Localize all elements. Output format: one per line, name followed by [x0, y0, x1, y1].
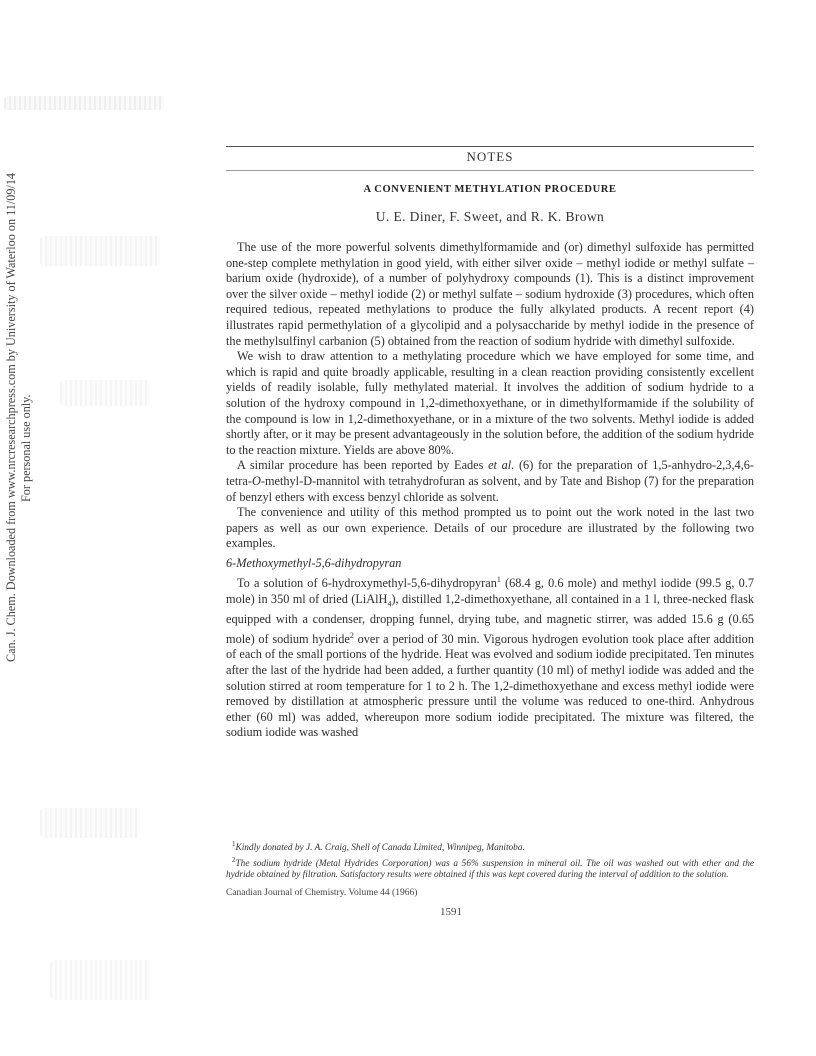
scan-artifact — [4, 96, 164, 110]
footnote-1: $^1$Kindly donated by J. A. Craig, Shell of Canada Limited, Winnipeg, Manitoba. — [232, 840, 525, 854]
paragraph-example-1: To a solution of 6-hydroxymethyl-5,6-dihydropyran$^1$ (68.4 g, 0.6 mole) and methyl iodide (99.5 g, 0.7 mole) in 350 ml of dried (LiAlH$_4$), distilled 1,2-dimethoxyethane, all contained in a 1 l, three-necked flask equipped with a condenser, dropping funnel, drying tube, and magnetic stirrer, was added 15.6 g (0.65 mole) of sodium hydride$^2$ over a period of 30 min. Vigorous hydrogen evolution took place after addition of each of the small portions of the hydride. Heat was evolved and sodium iodide precipitated. Ten minutes after the last of the hydride had been added, a further quantity (10 ml) of methyl iodide was added and the solution stirred at room temperature for 1 to 2 h. The 1,2-dimethoxyethane and excess methyl iodide were removed by distillation at atmospheric pressure until the volume was reduced to one-third. Anhydrous ether (60 ml) was added, whereupon more sodium iodide precipitated. The mixture was filtered, the sodium iodide was washed — [226, 575, 754, 740]
paragraph-intro: The use of the more powerful solvents dimethylformamide and (or) dimethyl sulfoxide has permitted one-step complete methylation in good yield, with either silver oxide – methyl iodide or methyl sulfate – barium oxide (hydroxide), of a number of polyhydroxy compounds (1). This is a distinct improvement over the silver oxide – methyl iodide (2) or methyl sulfate – sodium hydroxide (3) procedures, which often required tedious, repeated methylations to produce the fully alkylated products. A recent report (4) illustrates rapid permethylation of a glycolipid and a polysaccharide by methyl iodide in the presence of the methylsulfinyl carbanion (5) obtained from the reaction of sodium hydride with dimethyl sulfoxide. — [226, 240, 754, 348]
paragraph-prior-work: A similar procedure has been reported by Eades et al. (6) for the preparation of 1,5-anhydro-2,3,4,6-tetra-O-methyl-D-mannitol with tetrahydrofuran as solvent, and by Tate and Bishop (7) for the preparation of benzyl ethers with excess benzyl chloride as solvent. — [226, 458, 754, 504]
paragraph-examples: The convenience and utility of this method prompted us to point out the work noted in the last two papers as well as our own experience. Details of our procedure are illustrated by the following two examples. — [226, 505, 754, 551]
journal-citation: Canadian Journal of Chemistry. Volume 44 (1966) — [226, 888, 418, 898]
watermark-line-source: Can. J. Chem. Downloaded from www.nrcresearchpress.com by University of Waterloo on 11/09/14 — [4, 172, 18, 662]
header-rule-top — [226, 146, 754, 147]
scan-artifact — [50, 960, 150, 1000]
example-heading: 6-Methoxymethyl-5,6-dihydropyran — [226, 555, 402, 570]
scan-artifact — [40, 236, 160, 266]
article-title: A CONVENIENT METHYLATION PROCEDURE — [363, 184, 617, 195]
header-rule-bottom — [226, 170, 754, 171]
scan-artifact — [40, 808, 140, 838]
footnotes — [226, 839, 754, 881]
footnote-2: $^2$The sodium hydride (Metal Hydrides Corporation) was a 56% suspension in mineral oil. The oil was washed out with ether and the hydride obtained by filtration. Satisfactory results were obtained if this was kept covered during the interval of addition to the solution. — [226, 855, 754, 880]
section-header: NOTES — [466, 149, 514, 164]
scan-artifact — [60, 380, 150, 406]
page-number: 1591 — [440, 906, 462, 918]
article-body — [226, 240, 754, 741]
watermark-line-personal-use: For personal use only. — [19, 394, 33, 502]
article-authors: U. E. Diner, F. Sweet, and R. K. Brown — [375, 209, 605, 224]
paragraph-procedure: We wish to draw attention to a methylating procedure which we have employed for some time, and which is rapid and quite broadly applicable, resulting in a clean reaction providing consistently excellent yields of readily isolable, fully methylated material. It involves the addition of sodium hydride to a solution of the hydroxy compound in 1,2-dimethoxyethane, or in dimethylformamide if the solubility of the compound is low in 1,2-dimethoxyethane, or in a mixture of the two solvents. Methyl iodide is added shortly after, or it may be present advantageously in the solution before, the addition of the sodium hydride to the reaction mixture. Yields are above 80%. — [226, 349, 754, 457]
download-watermark — [4, 172, 44, 662]
